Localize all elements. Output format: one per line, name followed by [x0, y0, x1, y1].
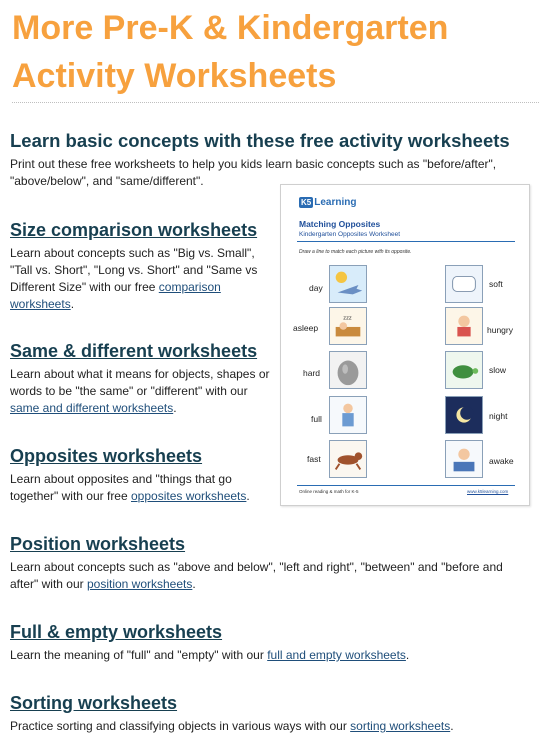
worksheet-word-hungry: hungry	[487, 325, 513, 335]
rock-picture-icon	[329, 351, 367, 389]
section-opposites	[10, 444, 272, 505]
section-position	[10, 532, 525, 593]
worksheet-instruction: Draw a line to match each picture with its opposite.	[299, 249, 412, 255]
section-text-opposites: Learn about opposites and "things that go together" with our free opposites worksheets.	[10, 472, 250, 503]
section-text-full-empty: Learn the meaning of "full" and "empty" with our full and empty worksheets.	[10, 648, 410, 662]
turtle-picture-icon	[445, 351, 483, 389]
section-sorting	[10, 691, 535, 735]
night-sky-picture-icon	[445, 396, 483, 434]
worksheet-word-night: night	[489, 411, 508, 421]
link-sorting-worksheets[interactable]: sorting worksheets	[350, 719, 451, 733]
section-size-comparison	[10, 218, 272, 313]
worksheet-subtitle: Kindergarten Opposites Worksheet	[299, 231, 401, 238]
worksheet-word-full: full	[311, 414, 322, 424]
worksheet-preview[interactable]	[280, 184, 530, 506]
k5-learning-logo: K5 Learning	[301, 197, 357, 208]
running-dog-picture-icon	[329, 440, 367, 478]
section-heading-opposites[interactable]: Opposites worksheets	[10, 446, 203, 466]
hungry-child-picture-icon	[445, 307, 483, 345]
page-title: More Pre-K & Kindergarten Activity Worksheets	[12, 9, 449, 95]
awake-child-picture-icon	[445, 440, 483, 478]
section-heading-size-comparison[interactable]: Size comparison worksheets	[10, 220, 258, 240]
worksheet-word-awake: awake	[489, 456, 514, 466]
section-heading-position[interactable]: Position worksheets	[10, 534, 186, 554]
worksheet-footer-text: Online reading & math for K-5	[299, 489, 359, 494]
worksheet-footer-link[interactable]: www.k5learning.com	[467, 489, 509, 494]
link-opposites-worksheets[interactable]: opposites worksheets	[131, 489, 247, 503]
full-boy-picture-icon	[329, 396, 367, 434]
intro-text: Print out these free worksheets to help you kids learn basic concepts such as "before/after", "above/below", and "same/different".	[10, 157, 497, 188]
worksheet-rule	[297, 241, 515, 242]
sleeping-child-picture-icon	[329, 307, 367, 345]
title-divider	[12, 102, 539, 103]
section-heading-full-empty[interactable]: Full & empty worksheets	[10, 622, 223, 642]
intro-heading: Learn basic concepts with these free activity worksheets	[10, 130, 510, 151]
section-same-different	[10, 339, 272, 417]
worksheet-title: Matching Opposites	[299, 219, 381, 229]
svg-text:zzz: zzz	[343, 315, 352, 322]
link-same-different-worksheets[interactable]: same and different worksheets	[10, 401, 174, 415]
worksheet-word-slow: slow	[489, 365, 507, 375]
sun-picture-icon	[329, 265, 367, 303]
section-text-position: Learn about concepts such as "above and below", "left and right", "between" and "before and after" with our position worksheets.	[10, 560, 503, 591]
section-text-same-different: Learn about what it means for objects, shapes or words to be "the same" or "different" with our same and different worksheets.	[10, 367, 270, 415]
link-comparison-worksheets[interactable]: comparison worksheets	[10, 280, 221, 311]
section-full-empty	[10, 620, 535, 664]
pillow-picture-icon	[445, 265, 483, 303]
worksheet-footer-rule	[297, 485, 515, 486]
link-position-worksheets[interactable]: position worksheets	[86, 577, 193, 591]
worksheet-word-fast: fast	[307, 454, 321, 464]
worksheet-word-asleep: asleep	[293, 323, 319, 333]
section-text-size-comparison: Learn about concepts such as "Big vs. Small", "Tall vs. Short", "Long vs. Short" and "Same vs Different Size" with our free comparison worksheets.	[10, 246, 258, 311]
section-heading-same-different[interactable]: Same & different worksheets	[10, 341, 258, 361]
worksheet-word-hard: hard	[303, 368, 321, 378]
link-full-empty-worksheets[interactable]: full and empty worksheets	[267, 648, 406, 662]
worksheet-word-soft: soft	[489, 279, 503, 289]
section-text-sorting: Practice sorting and classifying objects in various ways with our sorting worksheets.	[10, 719, 454, 733]
worksheet-word-day: day	[309, 283, 323, 293]
section-heading-sorting[interactable]: Sorting worksheets	[10, 693, 178, 713]
